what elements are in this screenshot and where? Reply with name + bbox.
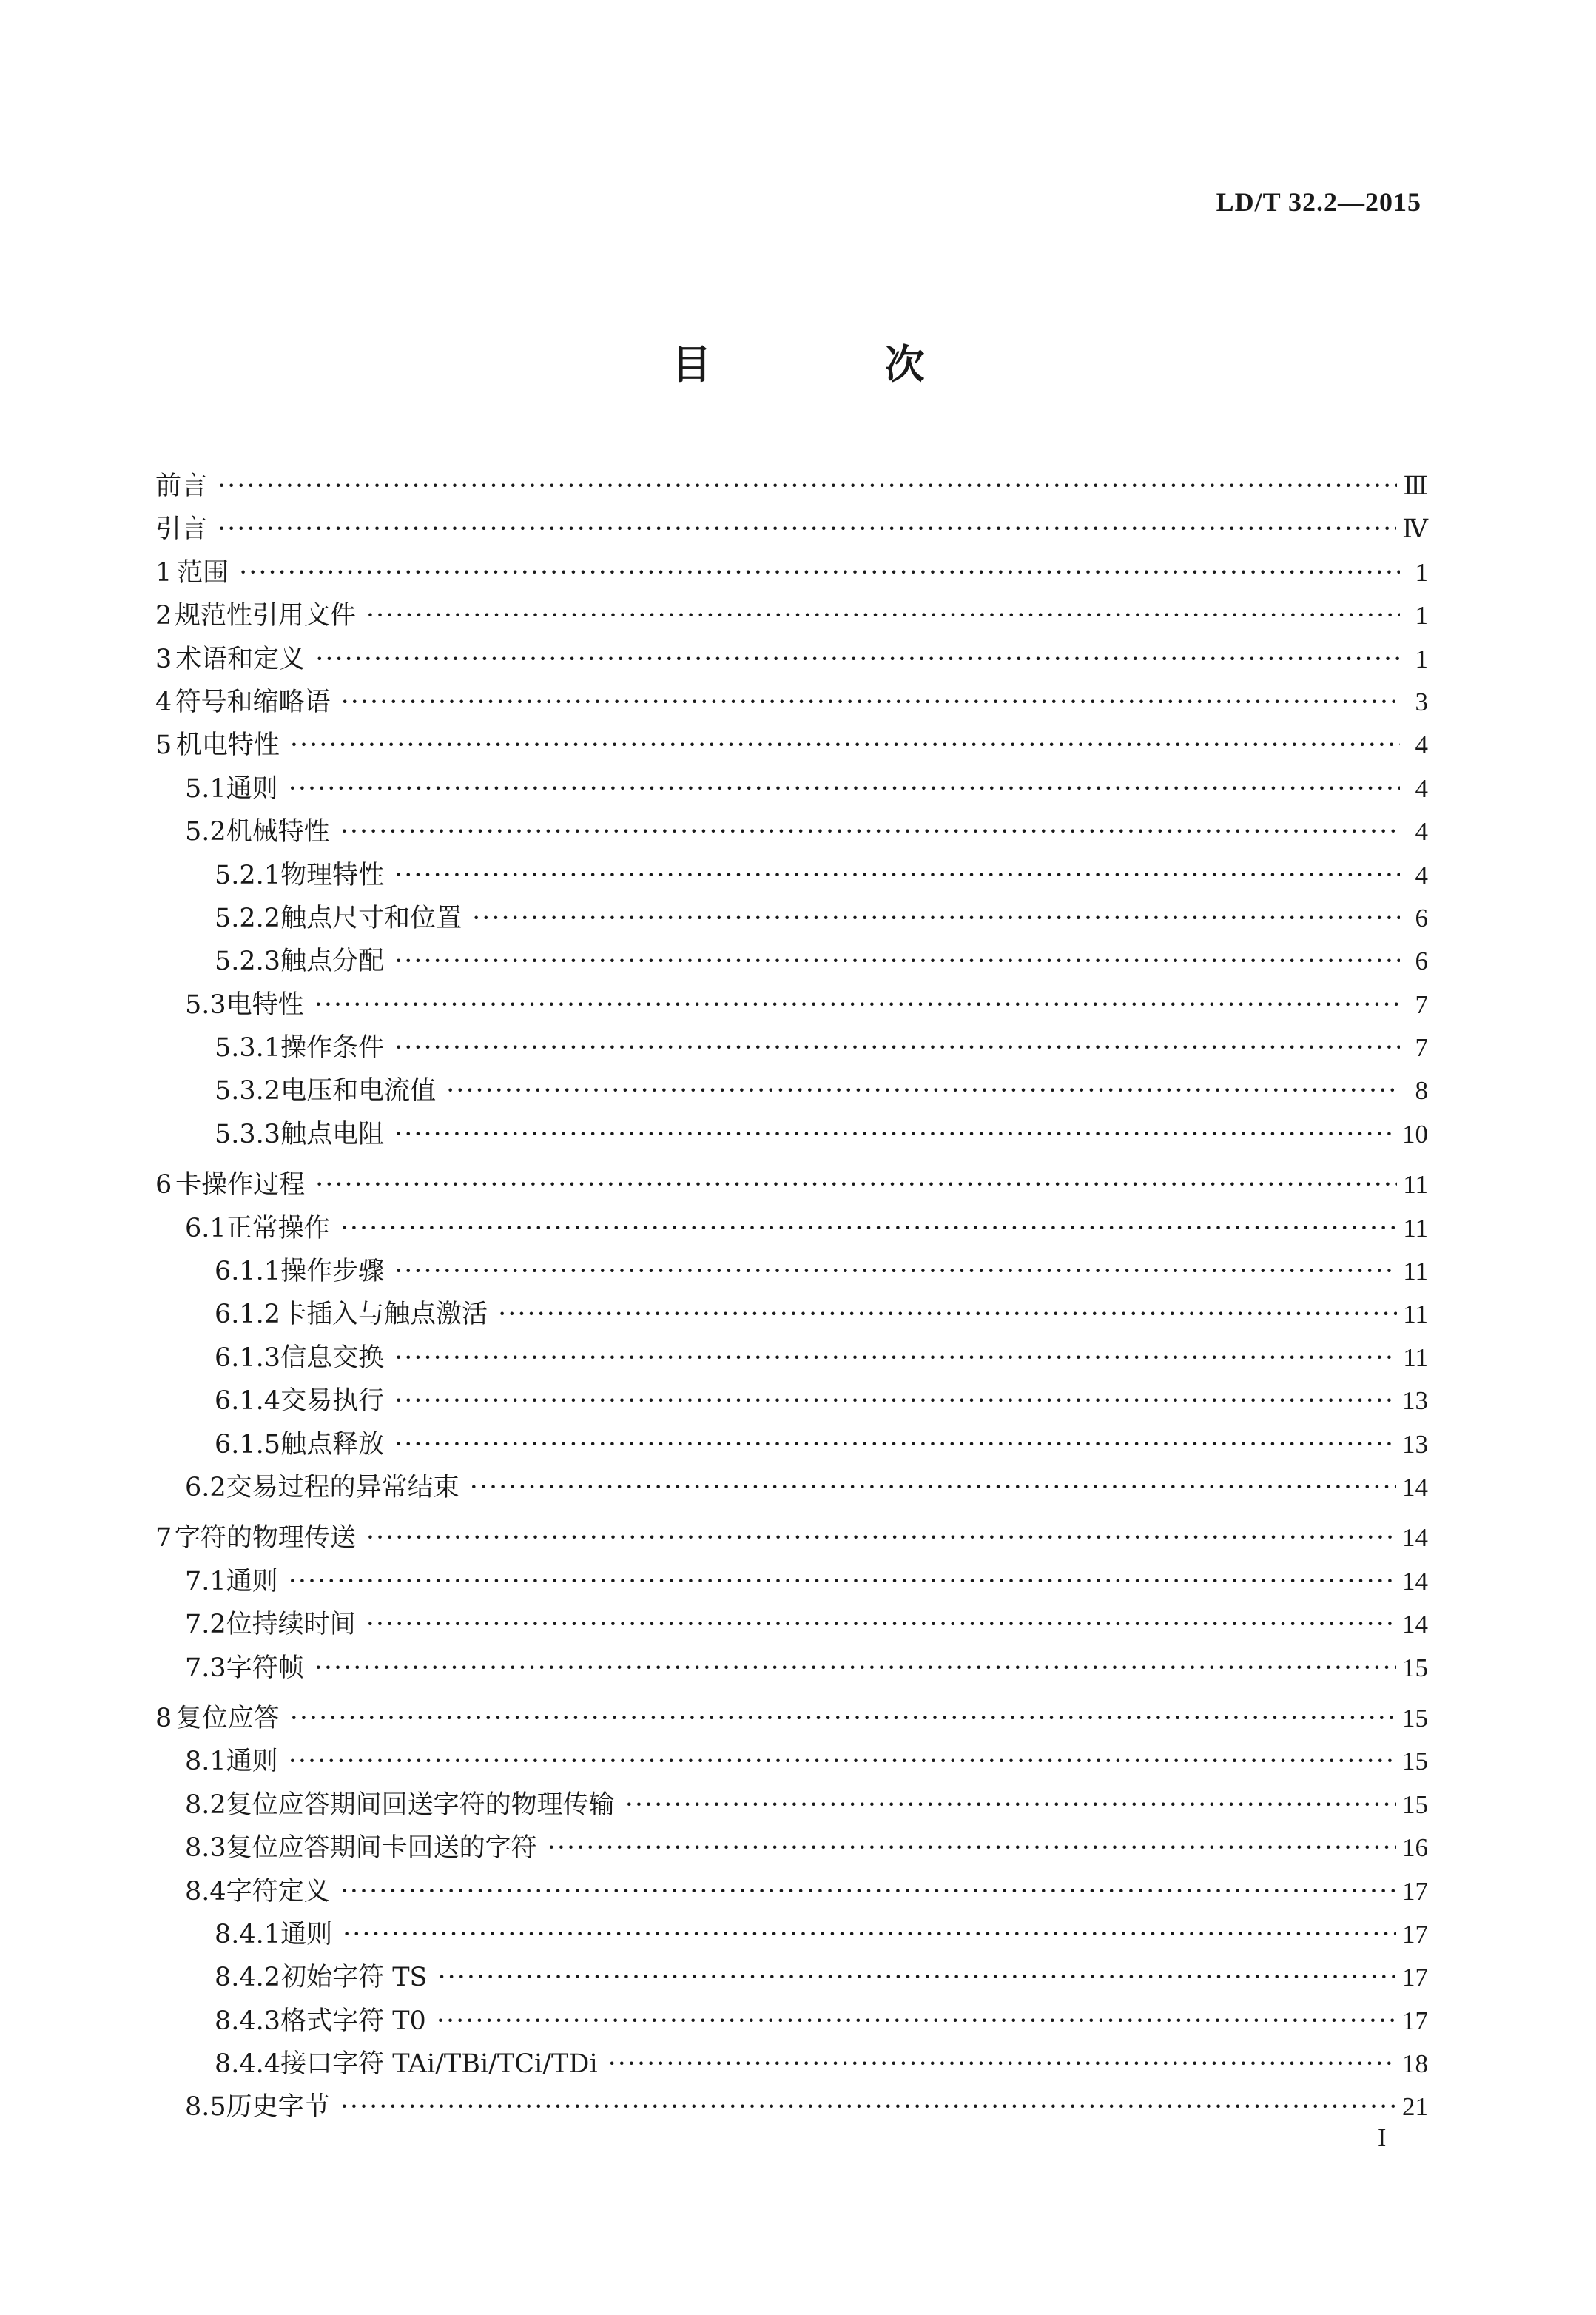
toc-entry-number: 6.1.5 — [215, 1429, 281, 1459]
toc-entry-number: 8.2 — [185, 1790, 226, 1820]
toc-entry-number: 4 — [155, 687, 172, 717]
toc-entry-title: 规范性引用文件 — [174, 601, 356, 631]
toc-entry-title: 操作步骤 — [280, 1257, 385, 1287]
toc-leader-dots — [340, 810, 1400, 853]
toc-entry-page: 11 — [1403, 1170, 1428, 1200]
toc-entry-number: 7.3 — [185, 1653, 226, 1683]
toc-entry-title: 复位应答期间卡回送的字符 — [226, 1833, 537, 1864]
toc-entry-number: 6.1.3 — [215, 1343, 281, 1373]
toc-entry-page: 15 — [1402, 1747, 1428, 1776]
toc-entry[interactable] — [155, 594, 1428, 637]
toc-entry[interactable] — [155, 681, 1428, 724]
toc-entry-page: 13 — [1402, 1386, 1428, 1416]
toc-entry[interactable] — [155, 1466, 1428, 1509]
toc-entry[interactable] — [155, 1250, 1428, 1293]
toc-entry-title: 引言 — [155, 514, 208, 545]
toc-leader-dots — [289, 1740, 1396, 1783]
toc-entry-title: 卡操作过程 — [175, 1170, 306, 1200]
toc-leader-dots — [289, 1560, 1396, 1603]
toc-entry-page: 15 — [1402, 1790, 1428, 1819]
toc-leader-dots — [394, 1027, 1400, 1069]
toc-entry-page: 4 — [1415, 773, 1428, 803]
toc-entry-title: 接口字符 TAi/TBi/TCi/TDi — [280, 2049, 598, 2080]
toc-entry-page: 17 — [1402, 1876, 1428, 1906]
toc-entry-title: 触点释放 — [280, 1429, 385, 1459]
toc-entry-number: 5.1 — [185, 773, 226, 804]
toc-leader-dots — [343, 1913, 1396, 1956]
toc-entry[interactable] — [155, 2000, 1428, 2043]
toc-leader-dots — [394, 1380, 1396, 1422]
toc-entry[interactable] — [155, 940, 1428, 983]
toc-leader-dots — [366, 1603, 1396, 1646]
toc-entry-title: 交易过程的异常结束 — [226, 1472, 459, 1502]
toc-entry-page: 14 — [1402, 1523, 1428, 1553]
toc-entry-page: 4 — [1415, 860, 1428, 890]
toc-entry-page: 1 — [1415, 601, 1428, 631]
toc-entry[interactable] — [155, 724, 1428, 767]
table-of-contents — [155, 465, 1428, 2129]
toc-entry[interactable] — [155, 1870, 1428, 1913]
document-code: LD/T 32.2—2015 — [1216, 187, 1421, 217]
toc-entry-number: 6.1 — [185, 1213, 226, 1243]
toc-entry-title: 术语和定义 — [175, 644, 306, 674]
toc-entry-page: 11 — [1403, 1343, 1428, 1372]
toc-entry-title: 正常操作 — [226, 1213, 330, 1243]
toc-entry[interactable] — [155, 897, 1428, 940]
toc-entry-number: 7 — [155, 1523, 172, 1553]
toc-entry[interactable] — [155, 1784, 1428, 1827]
toc-leader-dots — [366, 594, 1400, 637]
page-title: 目 次 — [671, 340, 991, 388]
toc-leader-dots — [315, 1163, 1397, 1206]
toc-entry-title: 字符帧 — [226, 1653, 304, 1683]
toc-entry-title: 机电特性 — [175, 730, 280, 761]
toc-entry-number: 8.4 — [185, 1876, 226, 1906]
toc-entry-title: 触点分配 — [280, 947, 385, 977]
toc-entry[interactable] — [155, 638, 1428, 681]
toc-entry-title: 通则 — [280, 1919, 333, 1949]
toc-entry-page: 6 — [1415, 947, 1428, 976]
toc-entry[interactable] — [155, 1423, 1428, 1466]
toc-entry-number: 8.3 — [185, 1833, 226, 1864]
toc-entry-page: 17 — [1402, 1919, 1428, 1949]
toc-leader-dots — [394, 1113, 1396, 1156]
toc-leader-dots — [608, 2043, 1396, 2086]
toc-entry-page: 11 — [1403, 1257, 1428, 1286]
toc-entry-page: 7 — [1415, 989, 1428, 1019]
toc-entry-title: 触点尺寸和位置 — [280, 903, 462, 933]
toc-entry-title: 格式字符 T0 — [280, 2006, 426, 2036]
toc-entry-title: 物理特性 — [280, 860, 385, 890]
toc-entry-page: 10 — [1402, 1119, 1428, 1149]
toc-entry[interactable] — [155, 1027, 1428, 1069]
toc-entry-number: 6.1.2 — [215, 1300, 281, 1330]
toc-entry-title: 符号和缩略语 — [175, 687, 331, 717]
toc-entry[interactable] — [155, 1113, 1428, 1156]
toc-entry-title: 复位应答 — [175, 1703, 280, 1733]
toc-entry-page: 14 — [1402, 1472, 1428, 1502]
toc-leader-dots — [218, 465, 1397, 508]
toc-entry-title: 通则 — [226, 773, 278, 804]
toc-entry-title: 通则 — [226, 1747, 278, 1777]
toc-entry-number: 5.2 — [185, 817, 226, 847]
toc-entry-number: 8.4.1 — [215, 1919, 281, 1949]
toc-entry-page: 15 — [1402, 1703, 1428, 1733]
toc-entry-number: 6.1.1 — [215, 1257, 281, 1287]
toc-entry[interactable] — [155, 1069, 1428, 1112]
toc-leader-dots — [438, 1956, 1396, 1999]
toc-entry-number: 6 — [155, 1170, 172, 1200]
toc-entry[interactable] — [155, 1827, 1428, 1869]
toc-entry[interactable] — [155, 1337, 1428, 1380]
toc-entry[interactable] — [155, 1516, 1428, 1559]
toc-entry[interactable] — [155, 1913, 1428, 1956]
toc-leader-dots — [340, 2086, 1396, 2128]
toc-entry-title: 前言 — [155, 471, 208, 501]
toc-entry-title: 字符的物理传送 — [174, 1523, 356, 1553]
toc-entry-number: 8 — [155, 1703, 172, 1733]
toc-entry-page: 4 — [1415, 730, 1428, 760]
toc-entry-title: 操作条件 — [280, 1033, 385, 1064]
toc-entry-title: 初始字符 TS — [280, 1963, 428, 1993]
toc-entry-page: 11 — [1403, 1300, 1428, 1329]
toc-entry[interactable] — [155, 1163, 1428, 1206]
toc-leader-dots — [340, 1870, 1396, 1913]
toc-leader-dots — [289, 767, 1400, 810]
toc-entry-number: 5.3.1 — [215, 1033, 281, 1064]
toc-entry-page: 17 — [1402, 1963, 1428, 1992]
toc-entry-number: 5.3.2 — [215, 1076, 281, 1106]
toc-leader-dots — [437, 2000, 1396, 2043]
toc-entry-title: 信息交换 — [280, 1343, 385, 1373]
toc-entry-page: 14 — [1402, 1566, 1428, 1596]
toc-entry-page: 6 — [1415, 903, 1428, 933]
toc-leader-dots — [625, 1784, 1396, 1827]
toc-entry[interactable] — [155, 810, 1428, 853]
page-number: I — [1378, 2124, 1387, 2151]
toc-leader-dots — [340, 1207, 1398, 1250]
toc-entry-page: 1 — [1415, 557, 1428, 587]
toc-leader-dots — [548, 1827, 1396, 1869]
toc-entry-number: 5.2.1 — [215, 860, 281, 890]
toc-entry-title: 位持续时间 — [226, 1610, 356, 1640]
toc-entry-page: 17 — [1402, 2006, 1428, 2035]
toc-entry-number: 8.5 — [185, 2092, 226, 2123]
toc-entry-page: Ⅲ — [1403, 471, 1428, 500]
toc-entry[interactable] — [155, 1740, 1428, 1783]
toc-entry-title: 触点电阻 — [280, 1119, 385, 1149]
toc-entry-title: 复位应答期间回送字符的物理传输 — [226, 1790, 615, 1820]
toc-entry-title: 交易执行 — [280, 1386, 385, 1417]
toc-entry-title: 字符定义 — [226, 1876, 330, 1906]
toc-entry-number: 8.4.4 — [215, 2049, 281, 2080]
toc-leader-dots — [470, 1466, 1396, 1509]
toc-entry[interactable] — [155, 1697, 1428, 1740]
toc-entry-page: 7 — [1415, 1033, 1428, 1063]
toc-entry-number: 5.2.3 — [215, 947, 281, 977]
toc-entry-page: 13 — [1402, 1429, 1428, 1459]
toc-entry[interactable] — [155, 1647, 1428, 1690]
toc-entry[interactable] — [155, 1956, 1428, 1999]
toc-leader-dots — [290, 1697, 1396, 1740]
toc-entry-title: 通则 — [226, 1566, 278, 1596]
toc-leader-dots — [341, 681, 1400, 724]
toc-entry[interactable] — [155, 1380, 1428, 1422]
toc-entry-page: 18 — [1402, 2049, 1428, 2079]
toc-leader-dots — [315, 638, 1400, 681]
toc-entry-page: 15 — [1402, 1653, 1428, 1682]
toc-entry-page: 14 — [1402, 1610, 1428, 1639]
toc-entry-number: 8.4.3 — [215, 2006, 281, 2036]
toc-entry-title: 范围 — [177, 557, 229, 588]
toc-entry[interactable] — [155, 2043, 1428, 2086]
toc-entry-number: 2 — [155, 601, 172, 631]
toc-entry-page: 8 — [1415, 1076, 1428, 1106]
toc-entry[interactable] — [155, 508, 1428, 551]
toc-entry-number: 7.1 — [185, 1566, 226, 1596]
toc-entry-number: 8.4.2 — [215, 1963, 281, 1993]
toc-leader-dots — [314, 984, 1400, 1027]
toc-leader-dots — [394, 1423, 1396, 1466]
toc-leader-dots — [394, 854, 1400, 897]
toc-entry-number: 8.1 — [185, 1747, 226, 1777]
toc-entry-number: 1 — [155, 557, 172, 588]
toc-entry-number: 5.2.2 — [215, 903, 281, 933]
toc-entry[interactable] — [155, 551, 1428, 594]
toc-entry-page: Ⅳ — [1402, 514, 1428, 544]
toc-entry-page: 16 — [1402, 1833, 1428, 1863]
toc-leader-dots — [498, 1293, 1397, 1336]
toc-leader-dots — [314, 1647, 1396, 1690]
toc-entry[interactable] — [155, 1207, 1428, 1250]
toc-leader-dots — [366, 1516, 1396, 1559]
toc-entry-title: 电特性 — [226, 989, 304, 1020]
toc-entry-number: 5.3.3 — [215, 1119, 281, 1149]
toc-leader-dots — [290, 724, 1400, 767]
toc-entry[interactable] — [155, 465, 1428, 508]
toc-entry[interactable] — [155, 854, 1428, 897]
toc-leader-dots — [394, 940, 1400, 983]
toc-entry-page: 3 — [1415, 687, 1428, 716]
toc-entry[interactable] — [155, 1603, 1428, 1646]
toc-entry-title: 历史字节 — [226, 2092, 330, 2123]
toc-entry-number: 6.2 — [185, 1472, 226, 1502]
toc-entry-page: 11 — [1403, 1213, 1428, 1243]
toc-entry-title: 电压和电流值 — [280, 1076, 437, 1106]
toc-entry-title: 机械特性 — [226, 817, 330, 847]
toc-entry-number: 7.2 — [185, 1610, 226, 1640]
toc-entry[interactable] — [155, 1560, 1428, 1603]
toc-entry-page: 1 — [1415, 644, 1428, 673]
toc-leader-dots — [239, 551, 1400, 594]
toc-leader-dots — [472, 897, 1400, 940]
toc-entry[interactable] — [155, 2086, 1428, 2128]
toc-entry-number: 6.1.4 — [215, 1386, 281, 1417]
toc-entry-number: 5 — [155, 730, 172, 761]
toc-leader-dots — [446, 1069, 1400, 1112]
toc-entry-page: 21 — [1402, 2092, 1428, 2122]
toc-entry[interactable] — [155, 767, 1428, 810]
toc-entry-page: 4 — [1415, 817, 1428, 847]
toc-entry-number: 5.3 — [185, 989, 226, 1020]
toc-leader-dots — [394, 1337, 1397, 1380]
toc-entry-title: 卡插入与触点激活 — [280, 1300, 488, 1330]
toc-leader-dots — [218, 508, 1396, 551]
toc-entry-number: 3 — [155, 644, 172, 674]
toc-entry[interactable] — [155, 984, 1428, 1027]
toc-leader-dots — [394, 1250, 1397, 1293]
toc-entry[interactable] — [155, 1293, 1428, 1336]
